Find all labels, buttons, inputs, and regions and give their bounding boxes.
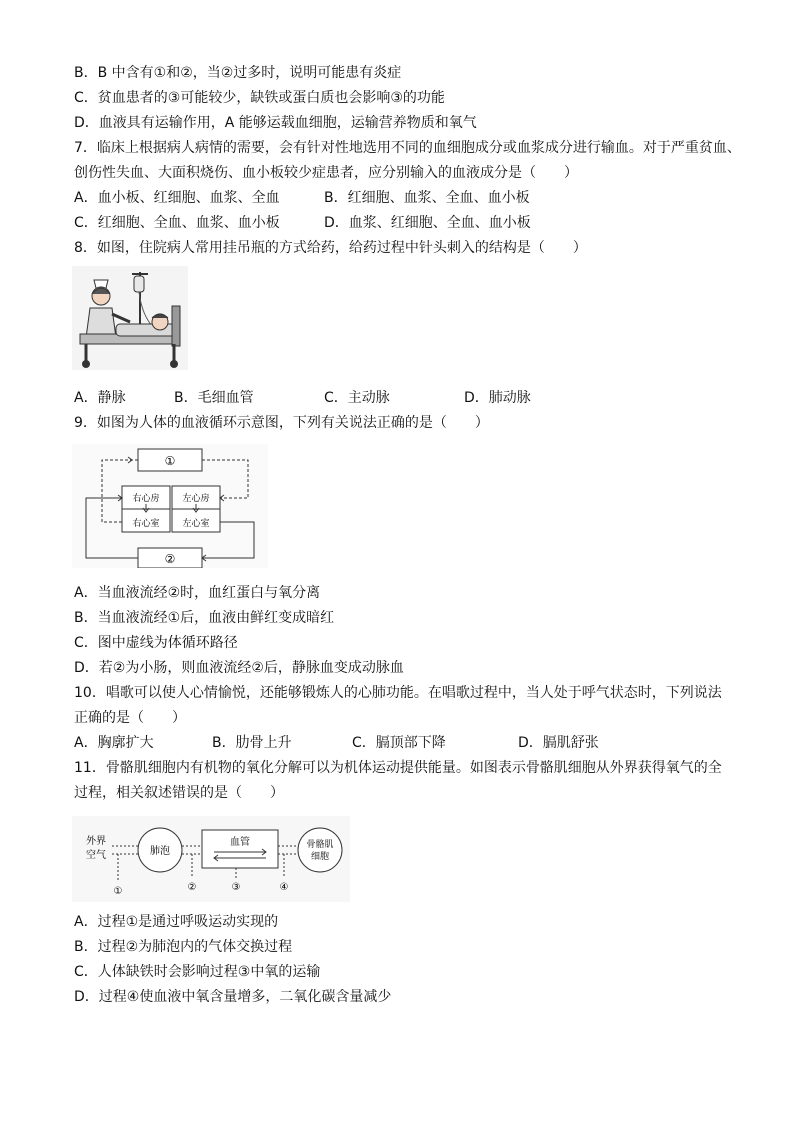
q11-alveolus: 肺泡 [150,846,170,857]
q9-left-ventricle: 左心室 [182,519,210,529]
q10-options [74,733,714,753]
q9-option-a: A．当血液流经②时，血红蛋白与氧分离 [74,585,321,601]
q11-outside-air-2: 空气 [86,850,106,861]
q10-option-b: B．肋骨上升 [212,735,292,751]
nurse-patient-illustration [72,266,188,370]
q8-option-d: D．肺动脉 [464,390,531,406]
q9-box-2-label: ② [164,552,176,566]
q11-stem-line2: 过程，相关叙述错误的是（ ） [74,785,284,801]
q9-left-atrium: 左心房 [182,494,210,504]
q7-options-row1 [74,188,714,208]
q6-option-c: C．贫血患者的③可能较少，缺铁或蛋白质也会影响③的功能 [74,90,445,106]
q11-process-3: ③ [231,882,241,893]
q9-stem: 9．如图为人体的血液循环示意图，下列有关说法正确的是（ ） [74,415,489,431]
q10-stem-line2: 正确的是（ ） [74,710,186,726]
q6-option-d: D．血液具有运输作用，A 能够运载血细胞，运输营养物质和氧气 [74,115,477,131]
q11-option-a: A．过程①是通过呼吸运动实现的 [74,914,279,930]
q11-process-2: ② [187,882,197,893]
q11-option-b: B．过程②为肺泡内的气体交换过程 [74,939,293,955]
q11-option-d: D．过程④使血液中氧含量增多，二氧化碳含量减少 [74,989,392,1005]
q11-muscle-cell-1: 骨骼肌 [306,840,334,850]
q7-option-d: D．血浆、红细胞、全血、血小板 [324,215,531,231]
q11-process-1: ① [113,886,123,897]
oxygen-pathway-diagram [72,816,350,902]
q7-option-c: C．红细胞、全血、血浆、血小板 [74,215,280,231]
q7-option-a: A．血小板、红细胞、血浆、全血 [74,190,280,206]
q7-stem-line2: 创伤性失血、大面积烧伤、血小板较少症患者，应分别输入的血液成分是（ ） [74,165,578,181]
q9-option-c: C．图中虚线为体循环路径 [74,635,238,651]
q8-figure-patient-iv [72,266,188,370]
q10-option-c: C．膈顶部下降 [352,735,446,751]
q7-option-b: B．红细胞、血浆、全血、血小板 [324,190,530,206]
q9-option-b: B．当血液流经①后，血液由鲜红变成暗红 [74,610,335,626]
q7-stem-line1: 7．临床上根据病人病情的需要，会有针对性地选用不同的血细胞成分或血浆成分进行输血。对于严重贫血、 [74,140,741,156]
q10-option-d: D．膈肌舒张 [518,735,599,751]
q8-options [74,388,714,408]
q9-right-ventricle: 右心室 [132,519,160,529]
q9-figure-circulation [72,444,268,568]
q11-process-4: ④ [279,882,289,893]
q8-option-a: A．静脉 [74,390,126,406]
q11-stem-line1: 11．骨骼肌细胞内有机物的氧化分解可以为机体运动提供能量。如图表示骨骼肌细胞从外界获得氧气的全 [74,760,722,776]
q8-option-b: B．毛细血管 [174,390,254,406]
q7-options-row2 [74,213,714,233]
q8-stem: 8．如图，住院病人常用挂吊瓶的方式给药，给药过程中针头刺入的结构是（ ） [74,240,587,256]
q10-option-a: A．胸廓扩大 [74,735,154,751]
q11-outside-air-1: 外界 [86,836,106,847]
q11-option-c: C．人体缺铁时会影响过程③中氧的运输 [74,964,321,980]
q11-vessel: 血管 [230,837,250,848]
q9-option-d: D．若②为小肠，则血液流经②后，静脉血变成动脉血 [74,660,404,676]
q9-right-atrium: 右心房 [132,494,160,504]
q11-figure-oxygen-path [72,816,350,902]
q6-option-b: B．B 中含有①和②，当②过多时，说明可能患有炎症 [74,65,402,81]
q10-stem-line1: 10．唱歌可以使人心情愉悦，还能够锻炼人的心肺功能。在唱歌过程中，当人处于呼气状态时，下列说法 [74,685,722,701]
q8-option-c: C．主动脉 [324,390,390,406]
q11-muscle-cell-2: 细胞 [310,852,330,862]
q9-box-1-label: ① [164,454,176,468]
circulation-diagram [72,444,268,568]
